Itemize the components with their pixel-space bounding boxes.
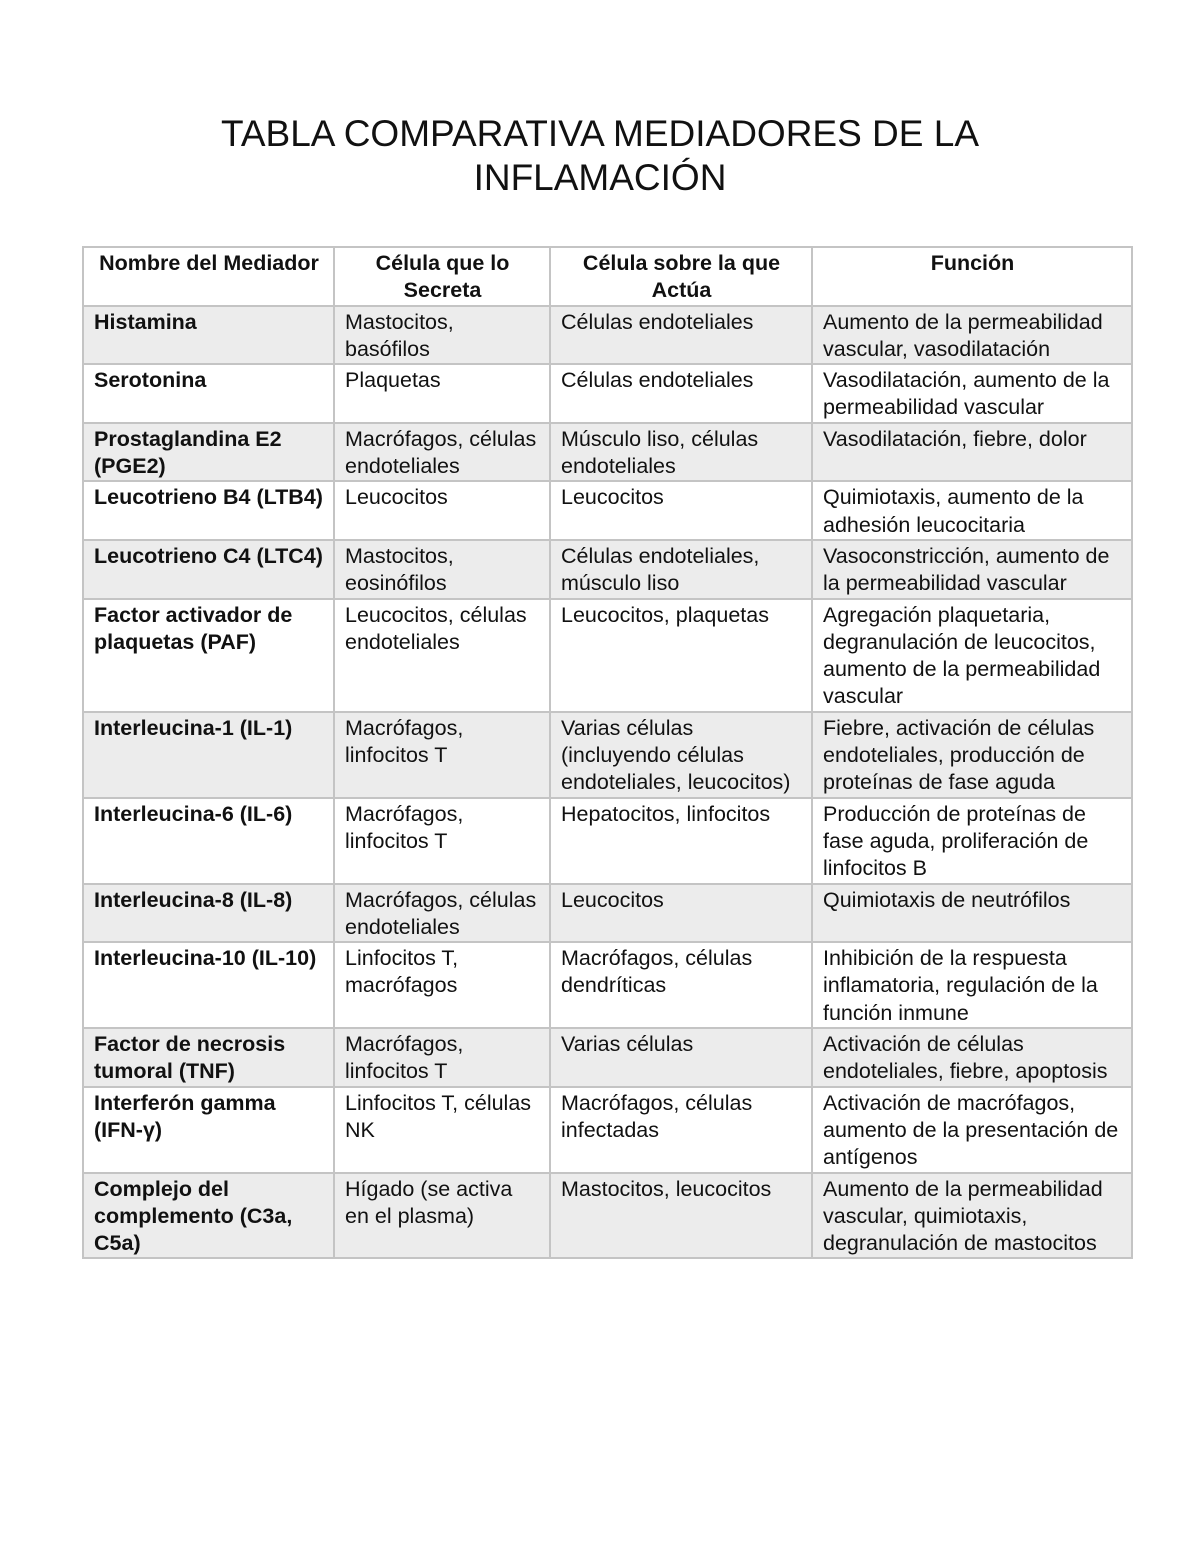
target-cell: Hepatocitos, linfocitos [550,798,812,884]
table-row [83,540,1132,599]
mediator-name: Leucotrieno C4 (LTC4) [83,540,334,599]
secreting-cell: Linfocitos T, macrófagos [334,942,550,1028]
column-header-target-cell: Célula sobre la que Actúa [550,247,812,306]
target-cell: Músculo liso, células endoteliales [550,423,812,482]
table-row [83,1173,1132,1259]
secreting-cell: Macrófagos, linfocitos T [334,798,550,884]
mediator-name: Interleucina-8 (IL-8) [83,884,334,943]
mediator-name: Histamina [83,306,334,365]
function: Vasodilatación, aumento de la permeabilidad vascular [812,364,1132,423]
secreting-cell: Hígado (se activa en el plasma) [334,1173,550,1259]
table-row [83,884,1132,943]
table-row [83,1028,1132,1087]
secreting-cell: Leucocitos [334,481,550,540]
target-cell: Macrófagos, células dendríticas [550,942,812,1028]
table-row [83,364,1132,423]
mediator-name: Serotonina [83,364,334,423]
function: Aumento de la permeabilidad vascular, quimiotaxis, degranulación de mastocitos [812,1173,1132,1259]
secreting-cell: Macrófagos, linfocitos T [334,1028,550,1087]
secreting-cell: Plaquetas [334,364,550,423]
secreting-cell: Macrófagos, linfocitos T [334,712,550,798]
table-row [83,599,1132,712]
table-row [83,798,1132,884]
secreting-cell: Mastocitos, eosinófilos [334,540,550,599]
function: Producción de proteínas de fase aguda, proliferación de linfocitos B [812,798,1132,884]
target-cell: Leucocitos, plaquetas [550,599,812,712]
mediators-table [82,246,1133,1259]
secreting-cell: Linfocitos T, células NK [334,1087,550,1173]
target-cell: Mastocitos, leucocitos [550,1173,812,1259]
function: Quimiotaxis, aumento de la adhesión leucocitaria [812,481,1132,540]
table-row [83,712,1132,798]
column-header-name: Nombre del Mediador [83,247,334,306]
function: Quimiotaxis de neutrófilos [812,884,1132,943]
function: Fiebre, activación de células endoteliales, producción de proteínas de fase aguda [812,712,1132,798]
function: Agregación plaquetaria, degranulación de leucocitos, aumento de la permeabilidad vascular [812,599,1132,712]
function: Vasodilatación, fiebre, dolor [812,423,1132,482]
mediator-name: Factor activador de plaquetas (PAF) [83,599,334,712]
mediator-name: Interferón gamma (IFN-γ) [83,1087,334,1173]
mediator-name: Interleucina-6 (IL-6) [83,798,334,884]
target-cell: Varias células [550,1028,812,1087]
table-row [83,423,1132,482]
table-row [83,481,1132,540]
column-header-function: Función [812,247,1132,306]
page-title-line-2: INFLAMACIÓN [473,157,727,198]
page-title [0,112,1200,200]
function: Inhibición de la respuesta inflamatoria, regulación de la función inmune [812,942,1132,1028]
secreting-cell: Macrófagos, células endoteliales [334,423,550,482]
function: Activación de células endoteliales, fiebre, apoptosis [812,1028,1132,1087]
secreting-cell: Macrófagos, células endoteliales [334,884,550,943]
table-row [83,306,1132,365]
table-row [83,1087,1132,1173]
target-cell: Leucocitos [550,481,812,540]
mediator-name: Interleucina-1 (IL-1) [83,712,334,798]
function: Vasoconstricción, aumento de la permeabilidad vascular [812,540,1132,599]
target-cell: Macrófagos, células infectadas [550,1087,812,1173]
function: Aumento de la permeabilidad vascular, vasodilatación [812,306,1132,365]
target-cell: Leucocitos [550,884,812,943]
table-header-row [83,247,1132,306]
mediator-name: Complejo del complemento (C3a, C5a) [83,1173,334,1259]
mediator-name: Interleucina-10 (IL-10) [83,942,334,1028]
target-cell: Células endoteliales [550,306,812,365]
column-header-secreting-cell: Célula que lo Secreta [334,247,550,306]
target-cell: Células endoteliales, músculo liso [550,540,812,599]
page-title-line-1: TABLA COMPARATIVA MEDIADORES DE LA [221,113,979,154]
table-row [83,942,1132,1028]
target-cell: Varias células (incluyendo células endoteliales, leucocitos) [550,712,812,798]
mediator-name: Leucotrieno B4 (LTB4) [83,481,334,540]
secreting-cell: Leucocitos, células endoteliales [334,599,550,712]
target-cell: Células endoteliales [550,364,812,423]
mediator-name: Prostaglandina E2 (PGE2) [83,423,334,482]
secreting-cell: Mastocitos, basófilos [334,306,550,365]
mediator-name: Factor de necrosis tumoral (TNF) [83,1028,334,1087]
function: Activación de macrófagos, aumento de la presentación de antígenos [812,1087,1132,1173]
